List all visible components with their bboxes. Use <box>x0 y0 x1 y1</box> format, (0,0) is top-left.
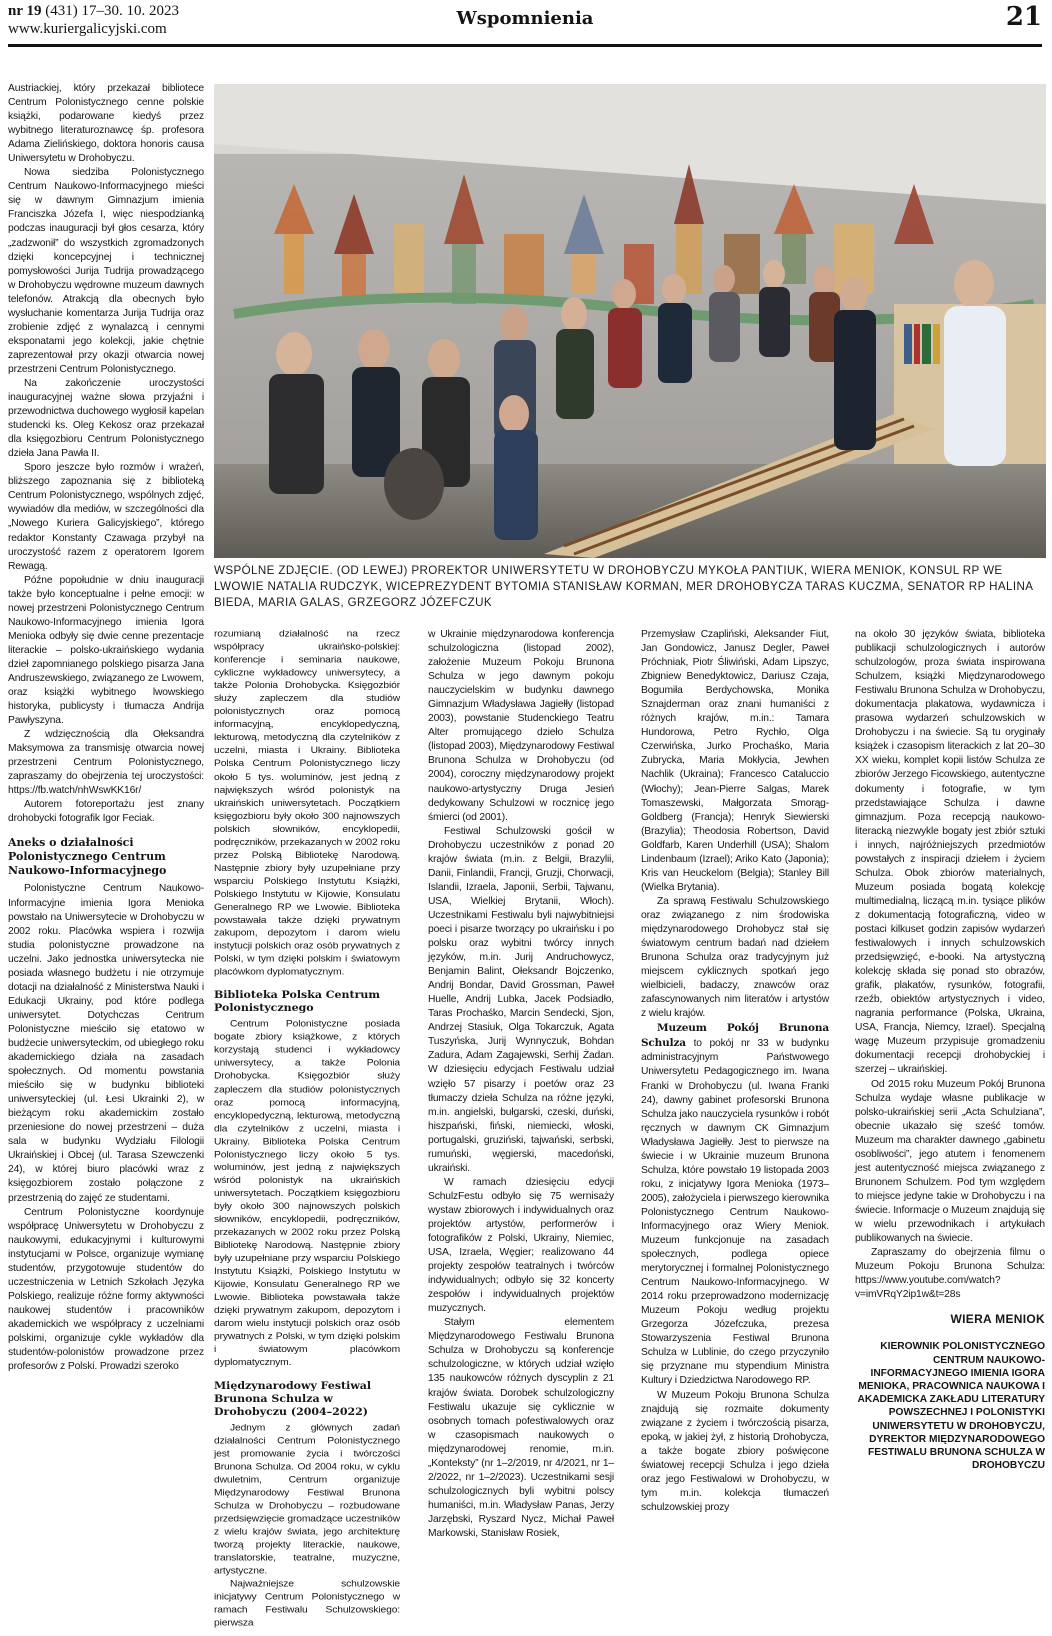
section-title: Wspomnienia <box>456 8 594 29</box>
article-column-4 <box>641 628 829 1515</box>
article-column-2 <box>214 628 400 1630</box>
paragraph: W ramach dziesięciu edycji SchulzFestu odbyło się 75 wernisaży wystaw zbiorowych i indywidualnych oraz projektów artystów, performerów i fotografików z Polski, Ukrainy, Niemiec, USA, Izraela, Węgier; realizowano 44 projekty zespołów teatralnych i twórców indywidualnych; odbyło się 32 koncerty zespołów i indywidualnych projektów muzycznych. <box>428 1176 614 1315</box>
photo-illustration <box>214 84 1046 558</box>
paragraph-text: to pokój nr 33 w budynku administracyjnym Państwowego Uniwersytetu Pedagogicznego im. Iwana Franki w Drohobyczu (ul. Iwana Franki 24), dawny gabinet profesorski Brunona Schulza jako nauczyciela rysunków i robót ręcznych w dawnym CK Gimnazjum Władysława Jagiełły. Jest to pierwsze na świecie i w Ukrainie muzeum Brunona Schulza, które powstało 19 listopada 2003 roku, z inicjatywy Igora Menioka (1973–2005), założyciela i pierwszego kierownika Polonistycznego Centrum Naukowo-Informacyjnego oraz Wiery Meniok. Muzeum funkcjonuje na zasadach społecznych, podlega opiece merytorycznej i formalnej Polonistycznego Centrum Naukowo-Informacyjnego. W 2014 roku przeprowadzono modernizację Muzeum Pokoju według projektu Grzegorza Józefczuka, prezesa Stowarzyszenia Festiwal Brunona Schulza w Lublinie, do czego przyczyniło się przyznane mu stypendium Ministra Kultury i Dziedzictwa Narodowego RP. <box>641 1038 829 1387</box>
author-role: KIEROWNIK POLONISTYCZNEGO CENTRUM NAUKOWO-INFORMACYJNEGO IMIENIA IGORA MENIOKA, PRACOWNICA NAUKOWA I AKADEMICKA ZAKŁADU LITERATURY POWSZECHNEJ I POLONISTYKI UNIWERSYTETU W DROHOBYCZU, DYREKTOR MIĘDZYNARODOWEGO FESTIWALU BRUNONA SCHULZA W DROHOBYCZU <box>857 1341 1045 1472</box>
website-link[interactable]: www.kuriergalicyjski.com <box>8 21 167 37</box>
photo-caption: WSPÓLNE ZDJĘCIE. (OD LEWEJ) PROREKTOR UNIWERSYTETU W DROHOBYCZU MYKOŁA PANTIUK, WIERA MENIOK, KONSUL RP WE LWOWIE NATALIA RUDCZYK, WICEPREZYDENT BYTOMIA STANISŁAW KORMAN, MER DROHOBYCZA TARAS KUCZMA, SENATOR RP HALINA BIEDA, MARIA GALAS, GRZEGORZ JÓZEFCZUK <box>214 564 1033 609</box>
issue-number: nr 19 <box>8 3 42 19</box>
museum-lead: Muzeum Pokój Brunona Schulza <box>641 1022 829 1050</box>
paragraph: Na zakończenie uroczystości inauguracyjnej ważne słowa przyjaźni i przewodnictwa duchowego wygłosił kapelan studencki ks. Oleg Kekosz oraz przekazał dla księgozbioru Centrum Polonistycznego dzieła Jana Pawła II. <box>8 377 204 460</box>
paragraph: w Ukrainie międzynarodowa konferencja schulzologiczna (listopad 2002), założenie Muzeum Pokoju Brunona Schulza w jego dawnym pokoju nauczycielskim w budynku dawnego Gimnazjum Władysława Jagiełły (listopad 2003), powstanie Studenckiego Teatru Alter promującego dzieło Schulza (listopad 2003), Międzynarodowy Festiwal Brunona Schulza w Drohobyczu (od 2004), coroczny międzynarodowy projekt naukowo-artystyczny Druga Jesień dedykowany Schulzowi w rocznicę jego śmierci (od 2001). <box>428 629 614 823</box>
paragraph: Z wdzięcznością dla Ołeksandra Maksymowa za transmisję otwarcia nowej przestrzeni Centrum Polonistycznego, zapraszamy do obejrzenia tej uroczystości: https://fb.watch/nhWswKK16r/ <box>8 729 204 797</box>
page-number: 21 <box>1005 2 1042 32</box>
subheading: Aneks o działalności Polonistycznego Centrum Naukowo-Informacyjnego <box>8 836 167 878</box>
article-column-1 <box>8 82 204 1374</box>
paragraph: na około 30 języków świata, biblioteka publikacji schulzologicznych i autorów schulzologów, proza świata inspirowana Schulzem, książki Międzynarodowego Festiwalu Brunona Schulza w Drohobyczu, dokumentacja plakatowa, wydawnicza i prasowa wydarzeń schulzowskich w Drohobyczu i na świecie. Są tu oryginały książek i czasopism literackich z lat 20–30 XX wieku, komplet kopii listów Schulza ze zbiorów Jerzego Ficowskiego, autentyczne dokumenty i fotografie, w tym przedstawiające Schulza i dawne gimnazjum. Poza recepcją naukowo-literacką niezwykle bogaty jest zbiór sztuki i innych, najróżniejszych przedmiotów powstałych z inspiracji dziełem i życiem Schulza. Obok zbiorów materialnych, Muzeum posiada bogatą kolekcję multimedialną, liczącą m.in. tysiące plików z dokumentacją fotograficzną, video w postaci kilkuset godzin zapisów wydarzeń festiwalowych i innych schulzowskich przedsięwzięć, e-booki. Na artystyczną kolekcję składa się ponad sto obrazów, grafik, plakatów, rysunków, fotografii, rzeźb, obiektów artystycznych i video, nagrania performance (Polska, Ukraina, USA, Francja, Niemcy, Izrael). Specjalną wagę Muzeum przypisuje gromadzeniu dokumentacji recepcji drohobyckiej i szerzej – ukraińskiej. <box>855 629 1045 1076</box>
paragraph: Polonistyczne Centrum Naukowo-Informacyjne imienia Igora Menioka powstało na Uniwersytecie w Drohobyczu w 2002 roku. Placówka wspiera i rozwija studia polonistyczne prowadzone na uczelni. Jako jednostka uniwersytecka nie posiada własnego budżetu i nie otrzymuje dotacji na działalność z Ministerstwa Nauki i Edukacji Ukrainy, pod które podlega uniwersytet. Dotychczas Centrum Polonistyczne mieściło się etatowo w budżecie uniwersyteckim, od ubiegłego roku akademickiego działa na zasadach społecznych. Od momentu powstania mieściło się w budynku biblioteki uniwersyteckiej (ul. Łesi Ukrainki 2), w bieżącym roku akademickim zostało przeniesione do nowej przestrzeni – duża sala w budynku Wydziału Filologii Ukraińskiej i Obcej (ul. Tarasa Szewczenki 24), w której biuro placówki wraz z księgozbiorem zostało połączone z przestrzenią do zajęć ze studentami. <box>8 883 204 1204</box>
issue-dates: (431) 17–30. 10. 2023 <box>41 3 179 19</box>
page-header <box>8 0 1042 44</box>
paragraph: Zapraszamy do obejrzenia filmu o Muzeum Pokoju Brunona Schulza: https://www.youtube.com/watch?v=imVRqY2ip1w&t=28s <box>855 1247 1045 1301</box>
paragraph: rozumianą działalność na rzecz współpracy ukraińsko-polskiej: konferencje i seminaria naukowe, cykliczne wykładowcy uniwersytecy, a także Polonia Drohobycka. Księgozbiór służy zapleczem dla studiów polonistycznych oraz pomocą informacyjną, encyklopedyczną, lekturową, metodyczną dla czytelników z uczelni, miasta i Ukrainy. Biblioteka Polska Centrum Polonistycznego liczy około 5 tys. woluminów, jest jedną z największych wśród polonistyk na ukraińskich uniwersytetach. Początkiem księgozbioru były około 300 najnowszych polskich słowników, encyklopedii, podręczników, przekazanych w 2002 roku przez Polską Bibliotekę Narodową. Następnie zbiory były uzupełniane przy wsparciu Polskiego Instytutu Książki, Polskiego Instytutu w Kijowie, Konsulatu Generalnego RP we Lwowie. Biblioteka powstawała także dzięki prywatnym zakupom, depozytom i darom wielu instytucji polskich oraz osób prywatnych z Polski, w tym dzięki polskim i światowym placówkom dyplomatycznym. <box>214 628 400 978</box>
paragraph: Jednym z głównych zadań działalności Centrum Polonistycznego jest promowanie życia i twórczości Brunona Schulza. Od 2004 roku, w cyklu dwuletnim, Centrum organizuje Międzynarodowy Festiwal Brunona Schulza w Drohobyczu – rozbudowane przedsięwzięcie gromadzące uczestników z wielu krajów świata, jego architekturę tworzą projekty literackie, naukowe, translatorskie, teatralne, muzyczne, artystyczne. <box>214 1422 400 1577</box>
article-column-5 <box>855 628 1045 1472</box>
paragraph: Stałym elementem Międzynarodowego Festiwalu Brunona Schulza w Drohobyczu są konferencje schulzologiczne, w których udział wzięło 135 naukowców różnych dyscyplin z 21 krajów świata. Dorobek schulzologiczny Festiwalu ukazuje się cyklicznie w osobnych tomach pofestiwalowych oraz w czasopismach naukowych o międzynarodowej renomie, m.in. „Konteksty” (nr 1–2/2019, nr 4/2021, nr 1–2/2022, nr 1–2/2023). Uczestnikami sesji schulzologicznych byli wybitni polscy humaniści, m.in. Władysław Panas, Jerzy Jarzębski, Ryszard Nycz, Michał Paweł Markowski, Stanisław Rosiek, <box>428 1317 614 1539</box>
paragraph: Centrum Polonistyczne koordynuje współpracę Uniwersytetu w Drohobyczu z naukowymi, edukacyjnymi i kulturowymi instytucjami w Polsce, organizuje wymianę studentów, przygotowuje studentów do uczestniczenia w Letnich Szkołach Języka Polskiego, realizuje różne formy aktywności naukowej studentów i pracowników akademickich we współpracy z uczelniami polskimi, organizuje cykle wykładów dla studentów-polonistów prowadzone przez profesorów z Polski. Prowadzi szeroko <box>8 1206 204 1373</box>
paragraph: Autorem fotoreportażu jest znany drohobycki fotografik Igor Feciak. <box>8 799 204 825</box>
event-photo <box>214 84 1046 558</box>
paragraph: Późne popołudnie w dniu inauguracji także było konceptualne i pełne emocji: w nowej przestrzeni Polonistycznego Centrum Naukowo-Informacyjnego imienia Igora Menioka odbyły się dwie cenne prezentacje literackie – polsko-ukraińskiego wydania dzieł zapomnianego polskiego pisarza Jana Andruszewskiego, związanego ze Lwowem, oraz książki wybitnego lwowskiego historyka, publicysty i tłumacza Andrija Pawłyszyna. <box>8 574 204 727</box>
paragraph: Od 2015 roku Muzeum Pokój Brunona Schulza wydaje własne publikacje w polsko-ukraińskiej serii „Acta Schulziana”, obecnie ukazało się sześć tomów. Muzeum ma charakter dawnego „gabinetu osobliwości”, jego atutem i fenomenem jest autentyczność miejsca związanego z Brunonem Schulzem. Pod tym względem to miejsce jedyne takie w Drohobyczu i na świecie. Informacje o Muzeum znajdują się w wielu przewodnikach i artykułach publikowanych na świecie. <box>855 1078 1045 1245</box>
header-rule <box>8 44 1042 47</box>
paragraph: Centrum Polonistyczne posiada bogate zbiory książkowe, z których korzystają studenci i wykładowcy uniwersytecy, a także Polonia Drohobycka. Księgozbiór służy zapleczem dla studiów polonistycznych oraz pomocą informacyjną, encyklopedyczną, lekturową, metodyczną dla czytelników z uczelni, miasta i Ukrainy. Biblioteka Polska Centrum Polonistycznego liczy około 5 tys. woluminów, jest jedną z największych wśród polonistyk na ukraińskich uniwersytetach. Początkiem księgozbioru były około 300 najnowszych polskich słowników, encyklopedii, podręczników, przekazanych w 2002 roku przez Polską Bibliotekę Narodową. Następnie zbiory były uzupełniane przy wsparciu Polskiego Instytutu Książki, Polskiego Instytutu w Kijowie, Konsulatu Generalnego RP we Lwowie. Biblioteka powstawała także dzięki prywatnym zakupom, depozytom i darom wielu instytucji polskich oraz osób prywatnych z Polski, w tym dzięki polskim i światowym placówkom dyplomatycznym. <box>214 1019 400 1369</box>
paragraph: Najważniejsze schulzowskie inicjatywy Centrum Polonistycznego w ramach Festiwalu Schulzowskiego: pierwsza <box>214 1579 400 1629</box>
paragraph: Sporo jeszcze było rozmów i wrażeń, bliższego zapoznania się z biblioteką Centrum Polonistycznego, wspólnych zdjęć, wywiadów dla mediów, w szczególności dla „Nowego Kuriera Galicyjskiego”, którego redaktor Konstanty Czawaga przybył na uroczystość razem z operatorem Igorem Rewagą. <box>8 462 204 572</box>
subheading: Biblioteka Polska Centrum Polonistycznego <box>214 988 381 1014</box>
paragraph: Festiwal Schulzowski gościł w Drohobyczu uczestników z ponad 20 krajów świata (m.in. z Belgii, Brazylii, Danii, Finlandii, Francji, Gruzji, Chorwacji, Islandii, Izraela, Japonii, Serbii, Tajwanu, USA, Wielkiej Brytanii, Włoch). Uczestnikami Festiwalu byli najwybitniejsi poeci i pisarze tworzący po ukraińsku i po polsku oraz wybitni twórcy innych języków, m.in. Jurij Andruchowycz, Benjamin Balint, Ołeksandr Bojczenko, Andrij Bondar, David Grossman, Paweł Huelle, Andrij Lubka, Jacek Podsiadło, Taras Prochaśko, Marcin Sendecki, Sjon, Andrzej Stasiuk, Olga Tokarczuk, Agata Tuszyńska, Jurij Wynnyczuk, Bohdan Zadura, Adam Zagajewski, Serhij Żadan. W dziesięciu edycjach Festiwalu udział wzięło 57 pisarzy i poetów oraz 23 tłumaczy dzieła Schulza na różne języki, m.in. angielski, bułgarski, czeski, duński, hiszpański, fiński, niemiecki, włoski, portugalski, gruziński, tajwański, serbski, rumuński, węgierski, macedoński, ukraiński. <box>428 825 614 1174</box>
author-name: WIERA MENIOK <box>950 1312 1045 1327</box>
paragraph: Nowa siedziba Polonistycznego Centrum Naukowo-Informacyjnego mieści się w dawnym Gimnazjum imienia Franciszka Józefa I, więc niespodzianką podczas inauguracji był głos cesarza, który „zadzwonił” do wszystkich zgromadzonych dzięki koncepcyjnej i technicznej pomysłowości Jurija Tudrija prowadzącego w Drohobyczu wędrowne muzeum dawnych telefonów. Atrakcją dla obecnych było wysłuchanie komentarza Jurija Tudrija oraz zrobienie zdjęć z wynalazcą i cennymi eksponatami jego kolekcji, jakie chętnie zaprezentował przy okazji otwarcia nowej przestrzeni Centrum Polonistycznego. <box>8 167 204 375</box>
paragraph: Za sprawą Festiwalu Schulzowskiego oraz związanego z nim środowiska międzynarodowego Drohobycz stał się światowym centrum badań nad dziełem Brunona Schulza oraz tradycyjnym już miejscem cyklicznych spotkań jego wielbicieli, badaczy, znawców oraz zafascynowanych nim literatów i artystów z wielu krajów. <box>641 895 829 1020</box>
subheading: Międzynarodowy Festiwal Brunona Schulza w Drohobyczu (2004–2022) <box>214 1379 372 1418</box>
article-column-3 <box>428 628 614 1541</box>
paragraph: Austriackiej, który przekazał bibliotece Centrum Polonistycznego cenne polskie książki, podarowane kiedyś przez wybitnego literaturoznawcę śp. profesora Adama Zielińskiego, doktora honoris causa Uniwersytetu w Drohobyczu. <box>8 83 204 165</box>
paragraph <box>641 1021 829 1388</box>
paragraph: Przemysław Czapliński, Aleksander Fiut, Jan Gondowicz, Janusz Degler, Paweł Próchniak, Piotr Śliwiński, Adam Lipszyc, Zbigniew Benedyktowicz, Dariusz Czaja, Bogumiła Berdychowska, Monika Sznajderman oraz znani humaniści z różnych krajów, m.in.: Tamara Hundorowa, Petro Rychło, Olga Czerwińska, Jurko Prochaśko, Maria Zubrycka, Maria Mokłycia, Jewhen Nachlik (Ukraina); Francesco Cataluccio (Włochy); Jean-Pierre Salgas, Marek Tomaszewski, Małgorzata Smorąg-Goldberg (Francja); Henryk Siewierski (Brazylia); Theodosia Robertson, David Goldfarb, Karen Underhill (USA); Shalom Lindenbaum (Izrael); Ariko Kato (Japonia); Kris van Heuckelom (Belgia); Stanley Bill (Wielka Brytania). <box>641 629 829 893</box>
paragraph: W Muzeum Pokoju Brunona Schulza znajdują się rozmaite dokumenty związane z życiem i twórczością pisarza, epoką, w jakiej żył, z historią Drohobycza, a także bogate zbiory poświęcone światowej recepcji Schulza i jego dzieła oraz jego Festiwalowi w Drohobyczu, w tym m.in. kolekcja tłumaczeń schulzowskiej prozy <box>641 1389 829 1513</box>
